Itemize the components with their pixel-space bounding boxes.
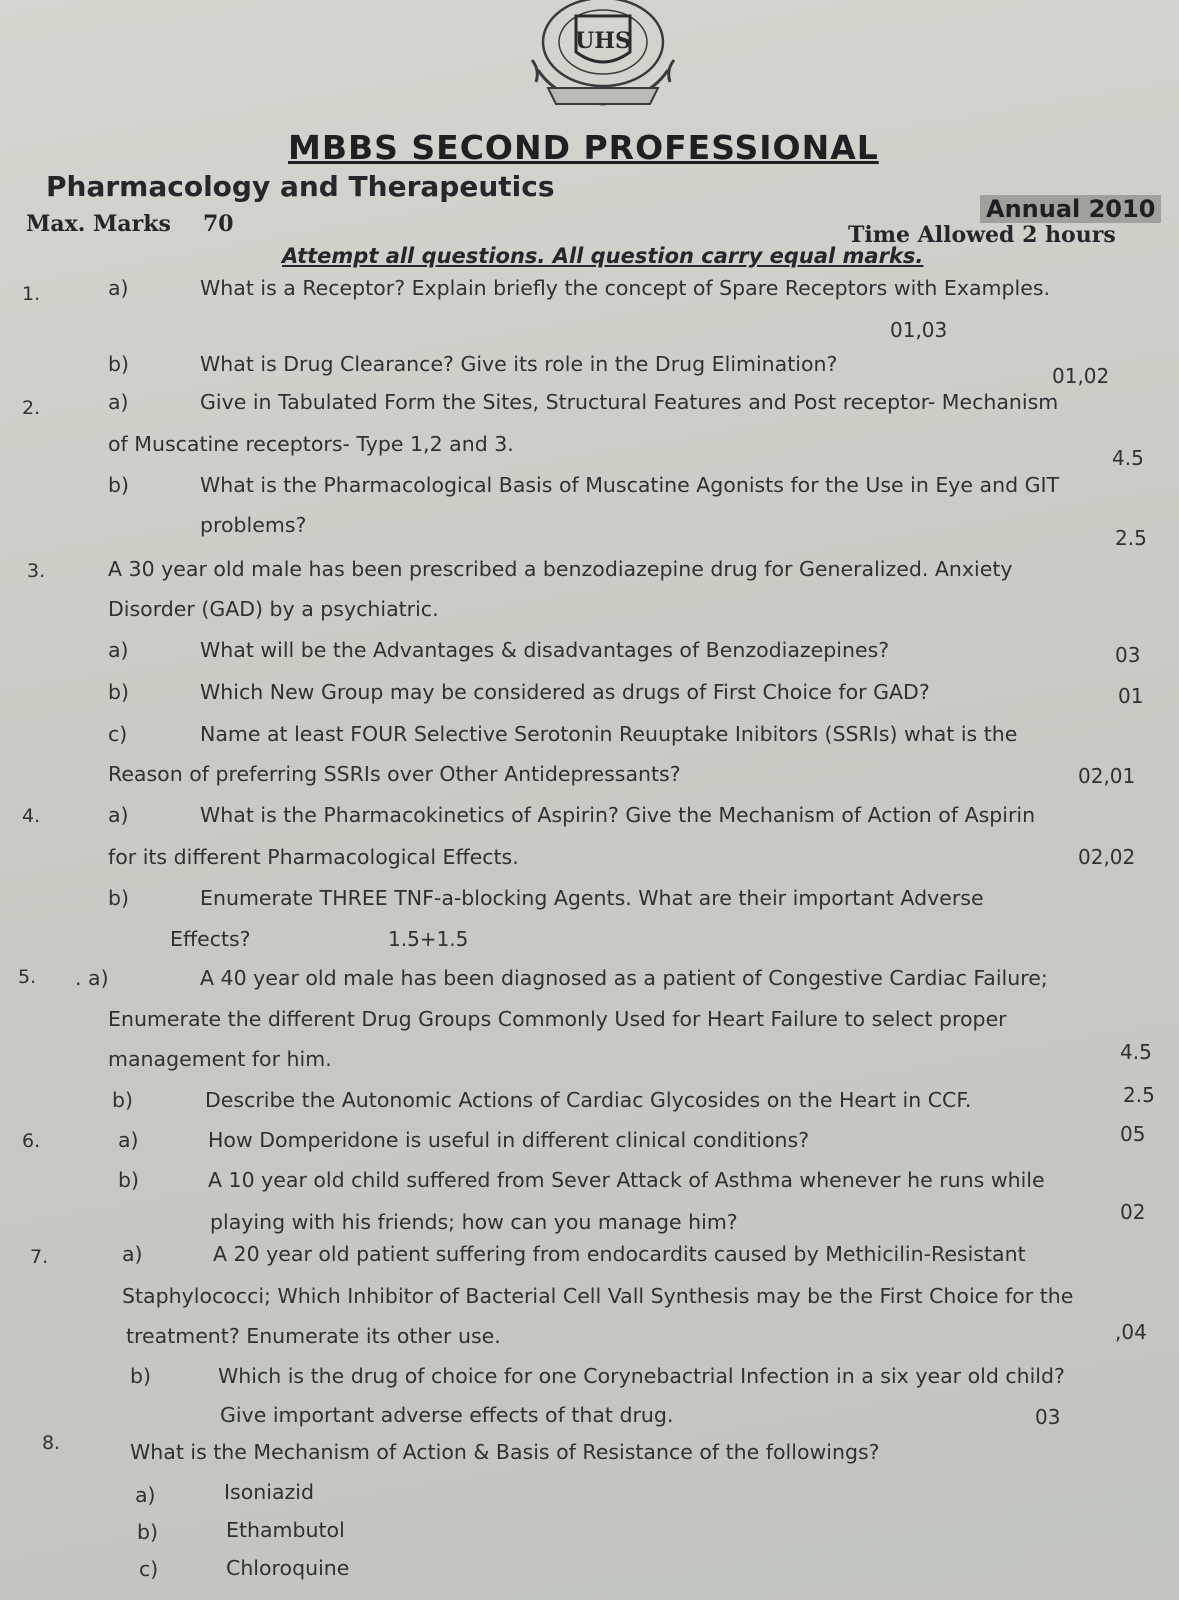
session-badge: Annual 2010 bbox=[980, 195, 1161, 223]
svg-text:UHS: UHS bbox=[575, 28, 631, 54]
question-line: a) bbox=[122, 1242, 143, 1266]
question-line: a) bbox=[108, 276, 129, 300]
question-line: management for him. bbox=[108, 1047, 332, 1071]
question-line: a) bbox=[108, 638, 129, 662]
question-line: c) bbox=[108, 722, 128, 746]
marks-value: 4.5 bbox=[1120, 1040, 1152, 1064]
question-line: A 40 year old male has been diagnosed as a patient of Congestive Cardiac Failure; bbox=[200, 966, 1048, 990]
max-marks-label: Max. Marks bbox=[26, 211, 171, 237]
question-line: b) bbox=[108, 886, 130, 910]
question-line: Enumerate the different Drug Groups Commonly Used for Heart Failure to select proper bbox=[108, 1007, 1007, 1031]
question-line: Ethambutol bbox=[226, 1518, 345, 1542]
university-seal-logo bbox=[518, 0, 688, 118]
question-line: b) bbox=[108, 680, 130, 704]
marks-value: 05 bbox=[1120, 1122, 1146, 1146]
question-line: Isoniazid bbox=[224, 1480, 314, 1504]
marks-value: 01 bbox=[1118, 684, 1144, 708]
question-number: 7. bbox=[30, 1246, 49, 1268]
question-number: 6. bbox=[22, 1130, 41, 1152]
question-line: . a) bbox=[75, 966, 109, 990]
question-line: b) bbox=[108, 352, 130, 376]
marks-value: 01,02 bbox=[1052, 364, 1110, 388]
question-line: Effects? bbox=[170, 927, 251, 951]
question-line: a) bbox=[118, 1128, 139, 1152]
marks-value: 2.5 bbox=[1115, 526, 1147, 550]
question-line: What is the Pharmacological Basis of Muscatine Agonists for the Use in Eye and GIT bbox=[200, 473, 1060, 497]
question-number: 8. bbox=[42, 1432, 61, 1454]
question-line: a) bbox=[135, 1483, 156, 1507]
question-line: for its different Pharmacological Effects. bbox=[108, 845, 519, 869]
max-marks-value: 70 bbox=[203, 211, 234, 237]
exam-title: MBBS SECOND PROFESSIONAL bbox=[288, 128, 879, 167]
question-line: Disorder (GAD) by a psychiatric. bbox=[108, 597, 439, 621]
question-number: 4. bbox=[22, 805, 41, 827]
question-line: problems? bbox=[200, 513, 307, 537]
question-line: A 30 year old male has been prescribed a benzodiazepine drug for Generalized. Anxiety bbox=[108, 557, 1013, 581]
question-line: Describe the Autonomic Actions of Cardiac Glycosides on the Heart in CCF. bbox=[205, 1088, 972, 1112]
question-line: b) bbox=[118, 1168, 140, 1192]
question-number: 3. bbox=[27, 560, 46, 582]
question-line: Name at least FOUR Selective Serotonin Reuuptake Inibitors (SSRIs) what is the bbox=[200, 722, 1018, 746]
question-line: A 20 year old patient suffering from endocardits caused by Methicilin-Resistant bbox=[213, 1242, 1026, 1266]
marks-value: 03 bbox=[1035, 1405, 1061, 1429]
marks-value: 01,03 bbox=[890, 318, 948, 342]
question-line: Enumerate THREE TNF-a-blocking Agents. What are their important Adverse bbox=[200, 886, 984, 910]
question-line: Chloroquine bbox=[226, 1556, 350, 1580]
subject-title: Pharmacology and Therapeutics bbox=[46, 170, 555, 203]
marks-value: 1.5+1.5 bbox=[388, 927, 469, 951]
question-line: a) bbox=[108, 803, 129, 827]
question-line: What is the Mechanism of Action & Basis of Resistance of the followings? bbox=[130, 1440, 880, 1464]
question-line: Staphylococci; Which Inhibitor of Bacterial Cell Vall Synthesis may be the First Choice for the bbox=[122, 1284, 1074, 1308]
question-line: treatment? Enumerate its other use. bbox=[126, 1324, 501, 1348]
question-line: Which is the drug of choice for one Corynebactrial Infection in a six year old child? bbox=[218, 1364, 1065, 1388]
question-number: 1. bbox=[22, 283, 41, 305]
question-line: a) bbox=[108, 390, 129, 414]
marks-value: 02 bbox=[1120, 1200, 1146, 1224]
time-allowed: Time Allowed 2 hours bbox=[848, 222, 1116, 248]
question-number: 2. bbox=[22, 397, 41, 419]
question-line: Reason of preferring SSRIs over Other Antidepressants? bbox=[108, 762, 681, 786]
question-line: What is the Pharmacokinetics of Aspirin? Give the Mechanism of Action of Aspirin bbox=[200, 803, 1036, 827]
marks-value: ,04 bbox=[1115, 1320, 1147, 1344]
question-line: playing with his friends; how can you manage him? bbox=[210, 1210, 738, 1234]
question-line: A 10 year old child suffered from Sever Attack of Asthma whenever he runs while bbox=[208, 1168, 1045, 1192]
question-line: What is Drug Clearance? Give its role in the Drug Elimination? bbox=[200, 352, 838, 376]
question-line: Give in Tabulated Form the Sites, Structural Features and Post receptor- Mechanism bbox=[200, 390, 1059, 414]
question-line: How Domperidone is useful in different clinical conditions? bbox=[208, 1128, 810, 1152]
question-line: b) bbox=[108, 473, 130, 497]
question-line: What will be the Advantages & disadvantages of Benzodiazepines? bbox=[200, 638, 890, 662]
question-line: Which New Group may be considered as drugs of First Choice for GAD? bbox=[200, 680, 930, 704]
question-line: b) bbox=[130, 1364, 152, 1388]
question-line: b) bbox=[112, 1088, 134, 1112]
question-number: 5. bbox=[18, 966, 37, 988]
marks-value: 03 bbox=[1115, 643, 1141, 667]
instructions: Attempt all questions. All question carry equal marks. bbox=[282, 244, 924, 268]
marks-value: 2.5 bbox=[1123, 1083, 1155, 1107]
question-line: Give important adverse effects of that drug. bbox=[220, 1403, 674, 1427]
question-line: of Muscatine receptors- Type 1,2 and 3. bbox=[108, 432, 514, 456]
marks-value: 02,02 bbox=[1078, 845, 1136, 869]
marks-value: 02,01 bbox=[1078, 764, 1136, 788]
marks-value: 4.5 bbox=[1112, 446, 1144, 470]
question-line: c) bbox=[139, 1557, 159, 1581]
question-line: b) bbox=[137, 1520, 159, 1544]
question-line: What is a Receptor? Explain briefly the concept of Spare Receptors with Examples. bbox=[200, 276, 1051, 300]
